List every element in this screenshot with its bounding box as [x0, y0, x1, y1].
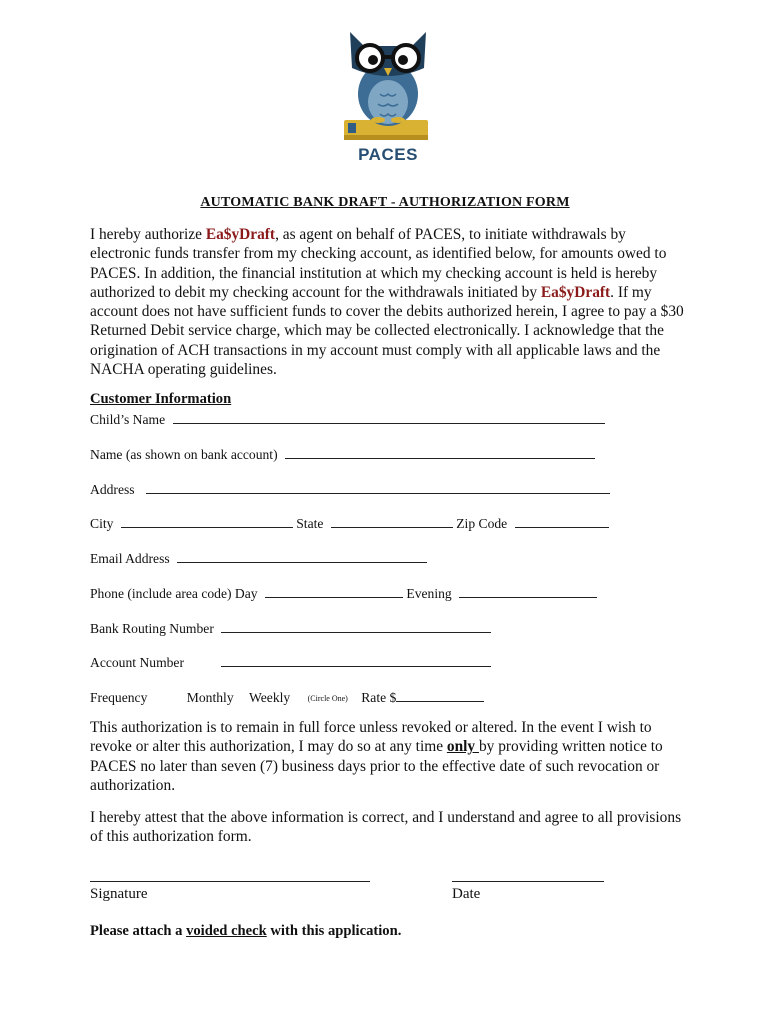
easydraft-brand-1: Ea$yDraft	[205, 226, 276, 243]
account-number-field[interactable]	[90, 653, 491, 672]
rate-label: Rate $	[361, 690, 397, 705]
form-title: AUTOMATIC BANK DRAFT - AUTHORIZATION FORM	[200, 195, 570, 210]
closing-text-2: with this application.	[266, 923, 402, 939]
only-emphasis: only	[446, 738, 479, 756]
closing-text-1: Please attach a	[90, 923, 187, 939]
phone-day-label: Phone (include area code) Day	[90, 586, 258, 601]
phone-field	[90, 584, 597, 603]
account-name-label: Name (as shown on bank account)	[90, 447, 278, 462]
address-input[interactable]	[146, 480, 610, 494]
routing-number-label: Bank Routing Number	[90, 621, 214, 636]
address-label: Address	[90, 482, 135, 497]
frequency-label: Frequency	[90, 690, 148, 705]
account-name-input[interactable]	[285, 445, 595, 459]
date-line[interactable]	[452, 880, 604, 882]
city-input[interactable]	[121, 514, 293, 528]
frequency-weekly-option[interactable]: Weekly	[249, 690, 291, 705]
easydraft-brand-2: Ea$yDraft	[540, 283, 611, 301]
account-name-field[interactable]	[90, 445, 595, 464]
frequency-monthly-option[interactable]: Monthly	[186, 690, 234, 705]
rate-input[interactable]	[396, 688, 484, 702]
routing-number-field[interactable]	[90, 619, 491, 638]
state-input[interactable]	[331, 514, 453, 528]
city-label: City	[90, 516, 114, 531]
state-label: State	[296, 516, 324, 531]
attest-paragraph: I hereby attest that the above information is correct, and I understand and agree to all provisions of this authorization form.	[90, 809, 682, 846]
zip-input[interactable]	[515, 514, 609, 528]
phone-evening-input[interactable]	[459, 584, 597, 598]
intro-text-1: I hereby authorize	[90, 226, 206, 243]
closing-note	[90, 923, 401, 940]
email-input[interactable]	[177, 549, 427, 563]
revocation-paragraph	[90, 718, 690, 795]
child-name-field[interactable]	[90, 410, 605, 429]
revocation-text-1: This authorization is to remain in full force unless revoked or altered. In the event I wish to revoke or alter this authorization, I may do so at any time	[90, 719, 652, 756]
account-number-input[interactable]	[221, 653, 491, 667]
customer-information-heading: Customer Information	[90, 391, 232, 407]
zip-label: Zip Code	[456, 516, 508, 531]
phone-day-input[interactable]	[265, 584, 403, 598]
city-state-zip-field	[90, 514, 609, 533]
intro-paragraph	[90, 225, 690, 379]
child-name-label: Child’s Name	[90, 412, 166, 427]
intro-text-2: , as agent on behalf of PACES, to initiate withdrawals by electronic funds transfer from my checking account, as identified below, for amounts owed to PACES. In addition, the financial institution at which my checking account is held is hereby authorized to debit my checking account for the withdrawals initiated by	[90, 226, 667, 301]
circle-one-note: (Circle One)	[307, 693, 348, 703]
address-field[interactable]	[90, 480, 610, 499]
signature-line[interactable]	[90, 880, 370, 882]
routing-number-input[interactable]	[221, 619, 491, 633]
voided-check-emphasis: voided check	[186, 923, 267, 939]
child-name-input[interactable]	[173, 410, 605, 424]
signature-label: Signature	[90, 886, 148, 902]
brand-name: PACES	[358, 145, 418, 164]
date-label: Date	[452, 886, 481, 902]
phone-evening-label: Evening	[406, 586, 452, 601]
email-label: Email Address	[90, 551, 170, 566]
frequency-field	[90, 688, 484, 708]
revocation-text-2: by providing written notice to PACES no later than seven (7) business days prior to the effective date of such revocation or authorization.	[90, 738, 663, 794]
account-number-label: Account Number	[90, 655, 184, 670]
intro-text-3: . If my account does not have sufficient funds to cover the debits authorized herein, I agree to pay a $30 Returned Debit service charge, which may be collected electronically. I acknowledge that the origination of ACH transactions in my account must comply with all applicable laws and the NACHA operating guidelines.	[90, 283, 684, 379]
email-field[interactable]	[90, 549, 427, 568]
